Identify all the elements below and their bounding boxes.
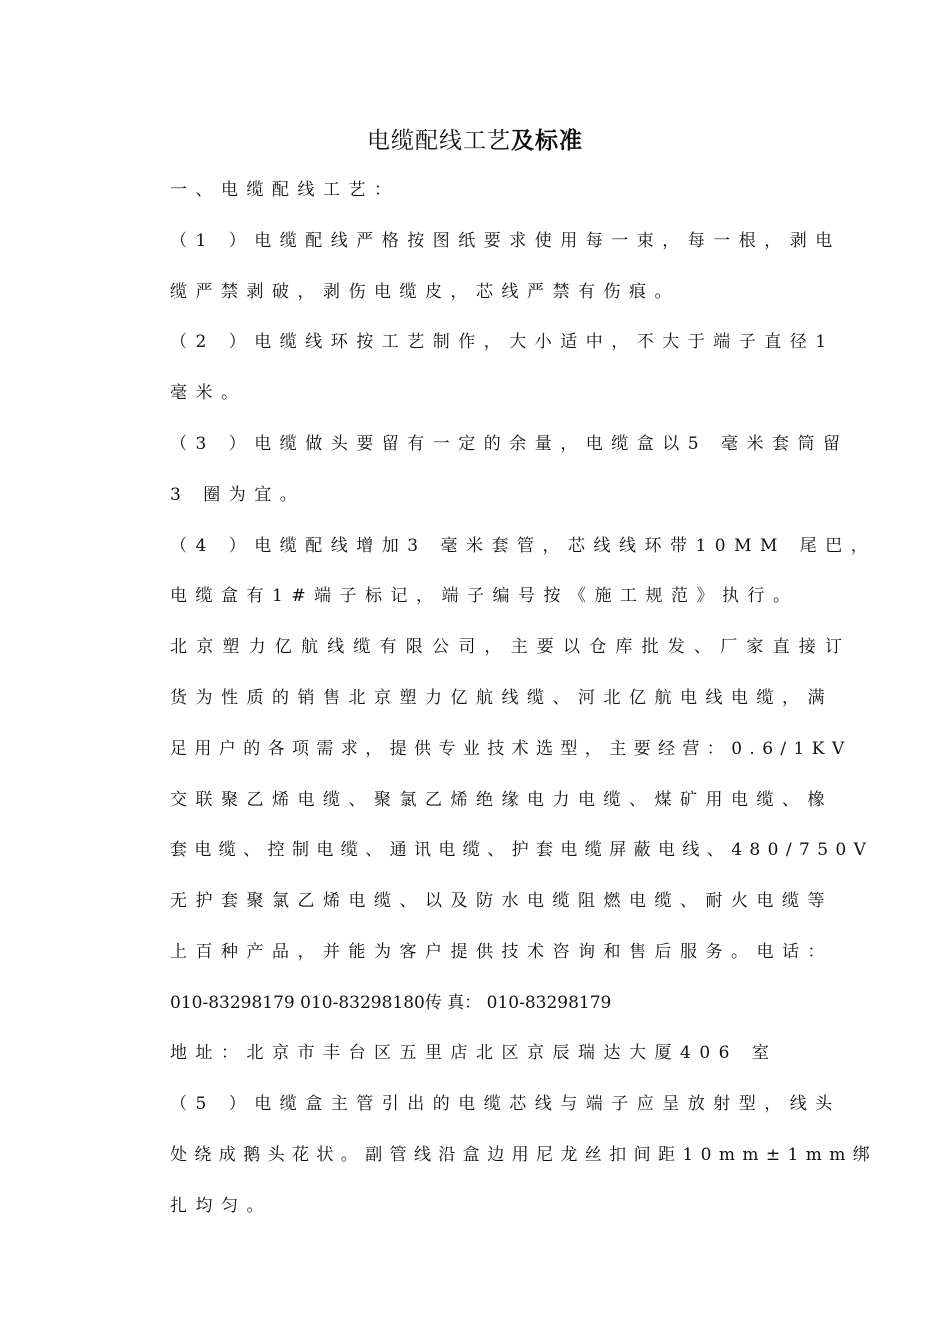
contact-phone-line: 010-83298179 010-83298180传 真： 010-83298179 bbox=[170, 993, 612, 1013]
paragraph-line: 货为性质的销售北京塑力亿航线缆、河北亿航电线电缆，满 bbox=[170, 688, 833, 708]
paragraph-line: 缆严禁剥破，剥伤电缆皮，芯线严禁有伤痕。 bbox=[170, 282, 680, 302]
paragraph-line: 套电缆、控制电缆、通讯电缆、护套电缆屏蔽电线、480/750V bbox=[170, 840, 874, 860]
paragraph-line: 无护套聚氯乙烯电缆、以及防水电缆阻燃电缆、耐火电缆等 bbox=[170, 891, 833, 911]
paragraph-line: 3 圈为宜。 bbox=[170, 485, 306, 505]
title-normal: 电缆配线工艺 bbox=[367, 128, 511, 154]
paragraph-line: 毫米。 bbox=[170, 383, 247, 403]
title-bold: 及标准 bbox=[511, 128, 583, 154]
paragraph-line: 交联聚乙烯电缆、聚氯乙烯绝缘电力电缆、煤矿用电缆、橡 bbox=[170, 790, 833, 810]
paragraph-line: 北京塑力亿航线缆有限公司，主要以仓库批发、厂家直接订 bbox=[170, 637, 852, 657]
paragraph-line: （5 ）电缆盒主管引出的电缆芯线与端子应呈放射型，线头 bbox=[170, 1094, 841, 1114]
paragraph-line: 上百种产品，并能为客户提供技术咨询和售后服务。电话： bbox=[170, 942, 833, 962]
paragraph-line: （3 ）电缆做头要留有一定的余量，电缆盒以5 毫米套筒留 bbox=[170, 434, 849, 454]
paragraph-line: 电缆盒有1#端子标记，端子编号按《施工规范》执行。 bbox=[170, 586, 799, 606]
address-line: 地址：北京市丰台区五里店北区京辰瑞达大厦406 室 bbox=[170, 1043, 778, 1063]
paragraph-line: （2 ）电缆线环按工艺制作，大小适中，不大于端子直径1 bbox=[170, 332, 835, 352]
document-title bbox=[0, 122, 950, 155]
paragraph-line: 足用户的各项需求，提供专业技术选型，主要经营：0.6/1KV bbox=[170, 739, 852, 759]
section-heading: 一、电缆配线工艺： bbox=[170, 180, 400, 200]
paragraph-line: 处绕成鹅头花状。副管线沿盒边用尼龙丝扣间距10mm±1mm绑 bbox=[170, 1145, 878, 1165]
paragraph-line: 扎均匀。 bbox=[170, 1196, 272, 1216]
paragraph-line: （1 ）电缆配线严格按图纸要求使用每一束，每一根，剥电 bbox=[170, 231, 841, 251]
paragraph-line: （4 ）电缆配线增加3 毫米套管，芯线线环带10MM 尾巴， bbox=[170, 536, 877, 556]
